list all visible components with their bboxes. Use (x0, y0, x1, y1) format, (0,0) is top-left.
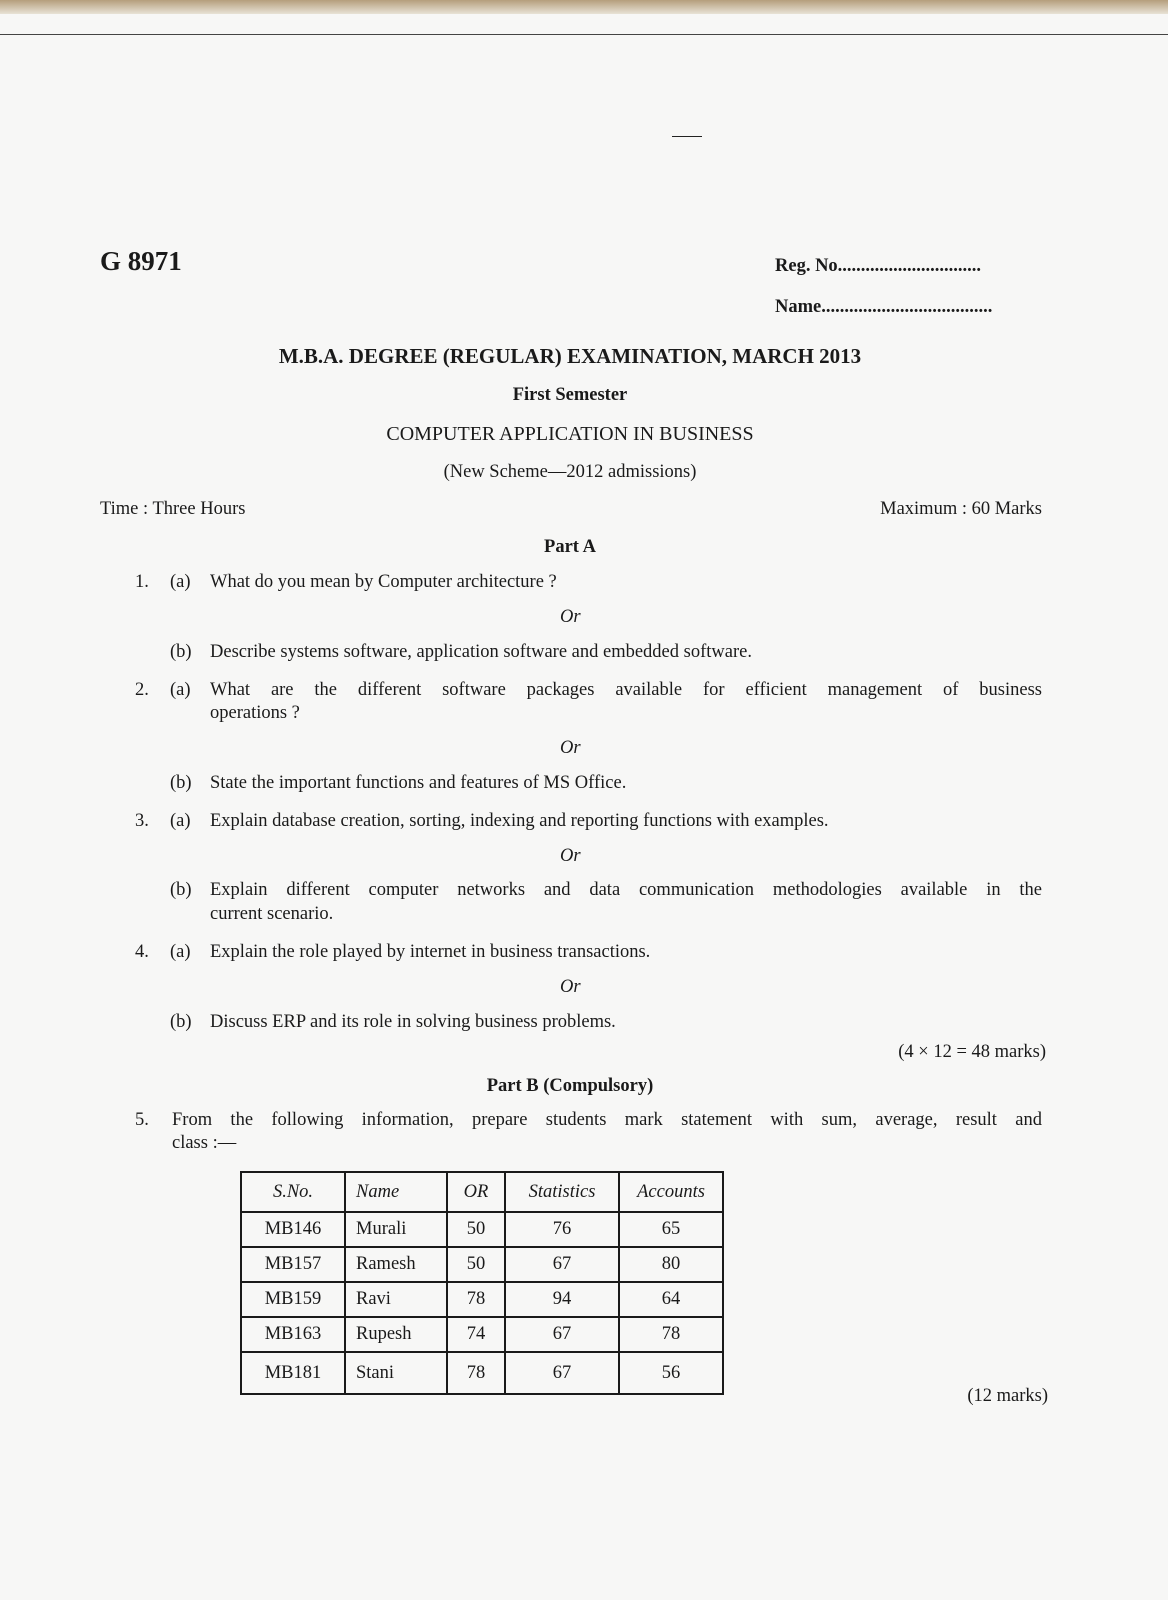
part-b-marks: (12 marks) (967, 1386, 1048, 1406)
cell-statistics: 67 (505, 1352, 619, 1394)
cell-name: Murali (345, 1212, 447, 1247)
cell-or: 74 (447, 1317, 505, 1352)
cell-accounts: 65 (619, 1212, 723, 1247)
question-4a: Explain the role played by internet in business transactions. (210, 942, 651, 962)
question-2a-line2: operations ? (210, 703, 300, 723)
cell-sno: MB159 (241, 1282, 345, 1317)
option-label: (a) (170, 811, 191, 831)
scheme: (New Scheme—2012 admissions) (443, 462, 697, 482)
option-label: (a) (170, 572, 191, 592)
option-label: (b) (170, 642, 192, 662)
cell-statistics: 67 (505, 1317, 619, 1352)
or-separator: Or (560, 846, 581, 866)
table-row (241, 1317, 723, 1352)
cell-accounts: 78 (619, 1317, 723, 1352)
option-label: (b) (170, 880, 192, 900)
question-2b: State the important functions and features of MS Office. (210, 773, 627, 793)
time: Time : Three Hours (100, 499, 246, 519)
question-3b-line1: Explain different computer networks and data communication methodologies available in the (210, 880, 1042, 900)
cell-or: 50 (447, 1247, 505, 1282)
col-header-name: Name (345, 1172, 447, 1212)
question-1b: Describe systems software, application software and embedded software. (210, 642, 752, 662)
question-4b: Discuss ERP and its role in solving business problems. (210, 1012, 616, 1032)
cell-name: Stani (345, 1352, 447, 1394)
table-header-row (241, 1172, 723, 1212)
cell-statistics: 94 (505, 1282, 619, 1317)
cell-name: Ravi (345, 1282, 447, 1317)
question-number: 5. (135, 1110, 149, 1130)
question-2a-line1: What are the different software packages available for efficient management of business (210, 680, 1042, 700)
col-header-sno: S.No. (241, 1172, 345, 1212)
question-1a: What do you mean by Computer architecture ? (210, 572, 557, 592)
question-number: 2. (135, 680, 149, 700)
option-label: (b) (170, 1012, 192, 1032)
question-3a: Explain database creation, sorting, indexing and reporting functions with examples. (210, 811, 829, 831)
divider (672, 136, 702, 137)
table-row (241, 1247, 723, 1282)
question-3b-line2: current scenario. (210, 904, 334, 924)
table-row (241, 1352, 723, 1394)
name-field: Name..................................... (775, 297, 993, 317)
scan-top-edge (0, 0, 1168, 14)
max-marks: Maximum : 60 Marks (880, 499, 1042, 519)
cell-sno: MB181 (241, 1352, 345, 1394)
question-5-line1: From the following information, prepare students mark statement with sum, average, result and (172, 1110, 1042, 1130)
question-number: 3. (135, 811, 149, 831)
cell-sno: MB157 (241, 1247, 345, 1282)
or-separator: Or (560, 977, 581, 997)
or-separator: Or (560, 607, 581, 627)
part-b-heading: Part B (Compulsory) (486, 1076, 654, 1096)
divider (0, 34, 1168, 35)
cell-sno: MB163 (241, 1317, 345, 1352)
cell-accounts: 80 (619, 1247, 723, 1282)
paper-code: G 8971 (100, 246, 182, 276)
exam-title: M.B.A. DEGREE (REGULAR) EXAMINATION, MARCH 2013 (278, 344, 862, 368)
cell-or: 78 (447, 1352, 505, 1394)
table-row (241, 1282, 723, 1317)
table-row (241, 1212, 723, 1247)
question-number: 4. (135, 942, 149, 962)
col-header-statistics: Statistics (505, 1172, 619, 1212)
semester: First Semester (512, 385, 628, 405)
or-separator: Or (560, 738, 581, 758)
reg-no-field: Reg. No............................... (775, 256, 982, 276)
col-header-accounts: Accounts (619, 1172, 723, 1212)
cell-name: Ramesh (345, 1247, 447, 1282)
part-a-heading: Part A (544, 537, 596, 557)
cell-name: Rupesh (345, 1317, 447, 1352)
cell-or: 78 (447, 1282, 505, 1317)
marks-table (240, 1171, 724, 1395)
cell-sno: MB146 (241, 1212, 345, 1247)
cell-accounts: 64 (619, 1282, 723, 1317)
cell-statistics: 67 (505, 1247, 619, 1282)
cell-or: 50 (447, 1212, 505, 1247)
cell-statistics: 76 (505, 1212, 619, 1247)
option-label: (a) (170, 680, 191, 700)
option-label: (a) (170, 942, 191, 962)
col-header-or: OR (447, 1172, 505, 1212)
cell-accounts: 56 (619, 1352, 723, 1394)
question-5-line2: class :— (172, 1133, 237, 1153)
option-label: (b) (170, 773, 192, 793)
part-a-marks: (4 × 12 = 48 marks) (898, 1042, 1046, 1062)
question-number: 1. (135, 572, 149, 592)
subject: COMPUTER APPLICATION IN BUSINESS (386, 423, 754, 445)
